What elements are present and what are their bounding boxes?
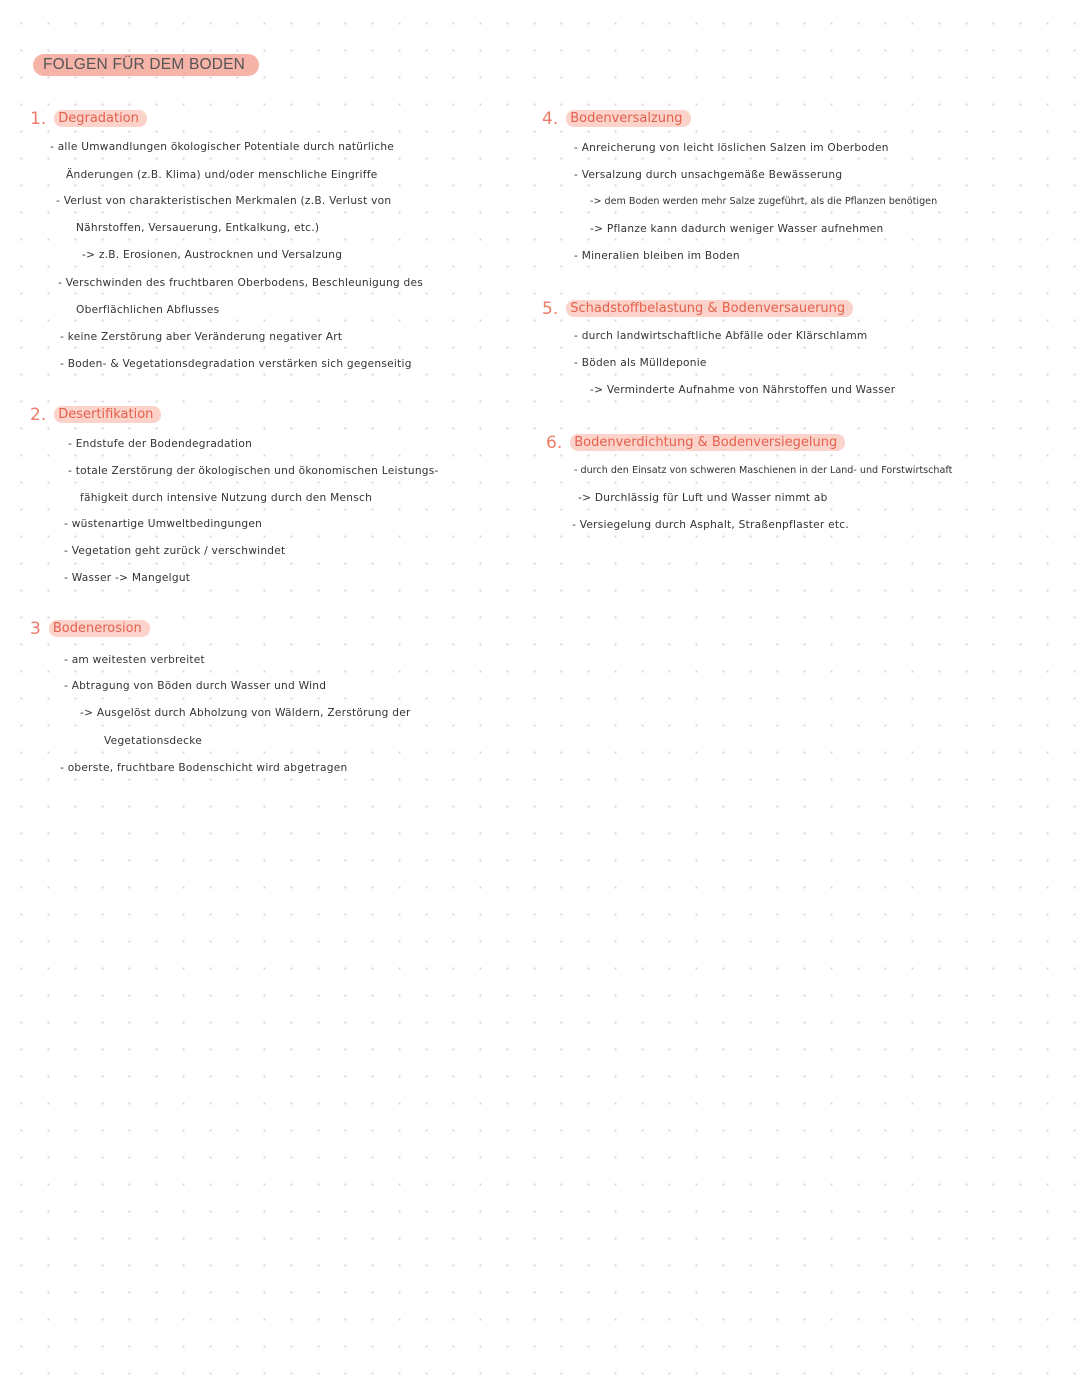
note-line: - oberste, fruchtbare Bodenschicht wird abgetragen: [60, 762, 348, 774]
note-line: Änderungen (z.B. Klima) und/oder menschliche Eingriffe: [66, 169, 378, 181]
section-degradation: [30, 108, 510, 378]
note-line: - Vegetation geht zurück / verschwindet: [64, 545, 286, 557]
section-title: Degradation: [54, 110, 147, 127]
note-line: - Mineralien bleiben im Boden: [574, 250, 740, 262]
note-line: Nährstoffen, Versauerung, Entkalkung, etc.): [76, 222, 320, 234]
note-line: - Abtragung von Böden durch Wasser und Wind: [64, 680, 327, 692]
section-number: 1.: [30, 108, 47, 129]
section-bodenverdichtung: [546, 432, 1076, 542]
section-heading: [542, 108, 691, 129]
section-number: 4.: [542, 108, 559, 129]
note-line: -> Ausgelöst durch Abholzung von Wäldern, Zerstörung der: [80, 707, 411, 719]
note-line: -> Verminderte Aufnahme von Nährstoffen und Wasser: [590, 384, 896, 396]
note-line: fähigkeit durch intensive Nutzung durch den Mensch: [80, 492, 373, 504]
section-number: 2.: [30, 404, 47, 425]
note-line: - durch den Einsatz von schweren Maschienen in der Land- und Forstwirtschaft: [574, 465, 953, 476]
note-line: - alle Umwandlungen ökologischer Potentiale durch natürliche: [50, 141, 395, 153]
note-line: - Endstufe der Bodendegradation: [68, 438, 253, 450]
section-title: Desertifikation: [54, 406, 161, 423]
note-line: - Versiegelung durch Asphalt, Straßenpflaster etc.: [572, 519, 849, 531]
note-line: -> dem Boden werden mehr Salze zugeführt, als die Pflanzen benötigen: [590, 196, 938, 207]
note-line: - Anreicherung von leicht löslichen Salzen im Oberboden: [574, 142, 889, 154]
section-title: Bodenerosion: [49, 620, 150, 637]
section-title: Schadstoffbelastung & Bodenversauerung: [566, 300, 853, 317]
section-number: 3: [30, 618, 41, 639]
note-line: - Boden- & Vegetationsdegradation verstärken sich gegenseitig: [60, 358, 412, 370]
section-bodenversalzung: [542, 108, 1072, 268]
section-number: 5.: [542, 298, 559, 319]
section-title: Bodenverdichtung & Bodenversiegelung: [570, 434, 845, 451]
section-desertifikation: [30, 404, 510, 594]
note-line: - Versalzung durch unsachgemäße Bewässerung: [574, 169, 843, 181]
page-title: FOLGEN FÜR DEM BODEN: [33, 54, 259, 76]
section-number: 6.: [546, 432, 563, 453]
note-line: - durch landwirtschaftliche Abfälle oder Klärschlamm: [574, 330, 868, 342]
note-line: - Verlust von charakteristischen Merkmalen (z.B. Verlust von: [56, 195, 392, 207]
note-line: -> z.B. Erosionen, Austrocknen und Versalzung: [82, 249, 343, 261]
section-heading: [542, 298, 853, 319]
note-line: -> Durchlässig für Luft und Wasser nimmt ab: [578, 492, 828, 504]
section-title: Bodenversalzung: [566, 110, 690, 127]
note-line: - wüstenartige Umweltbedingungen: [64, 518, 263, 530]
note-line: - keine Zerstörung aber Veränderung negativer Art: [60, 331, 343, 343]
note-line: - totale Zerstörung der ökologischen und ökonomischen Leistungs-: [68, 465, 439, 477]
note-line: - Wasser -> Mangelgut: [64, 572, 191, 584]
section-heading: [546, 432, 845, 453]
note-line: - am weitesten verbreitet: [64, 654, 205, 666]
section-bodenerosion: [30, 618, 510, 788]
section-heading: [30, 404, 161, 425]
note-line: Oberflächlichen Abflusses: [76, 304, 220, 316]
note-line: -> Pflanze kann dadurch weniger Wasser aufnehmen: [590, 223, 884, 235]
section-heading: [30, 108, 147, 129]
note-line: - Böden als Mülldeponie: [574, 357, 707, 369]
section-heading: [30, 618, 150, 639]
note-line: - Verschwinden des fruchtbaren Oberbodens, Beschleunigung des: [58, 277, 424, 289]
note-line: Vegetationsdecke: [104, 735, 202, 747]
section-schadstoffbelastung: [542, 298, 1072, 408]
